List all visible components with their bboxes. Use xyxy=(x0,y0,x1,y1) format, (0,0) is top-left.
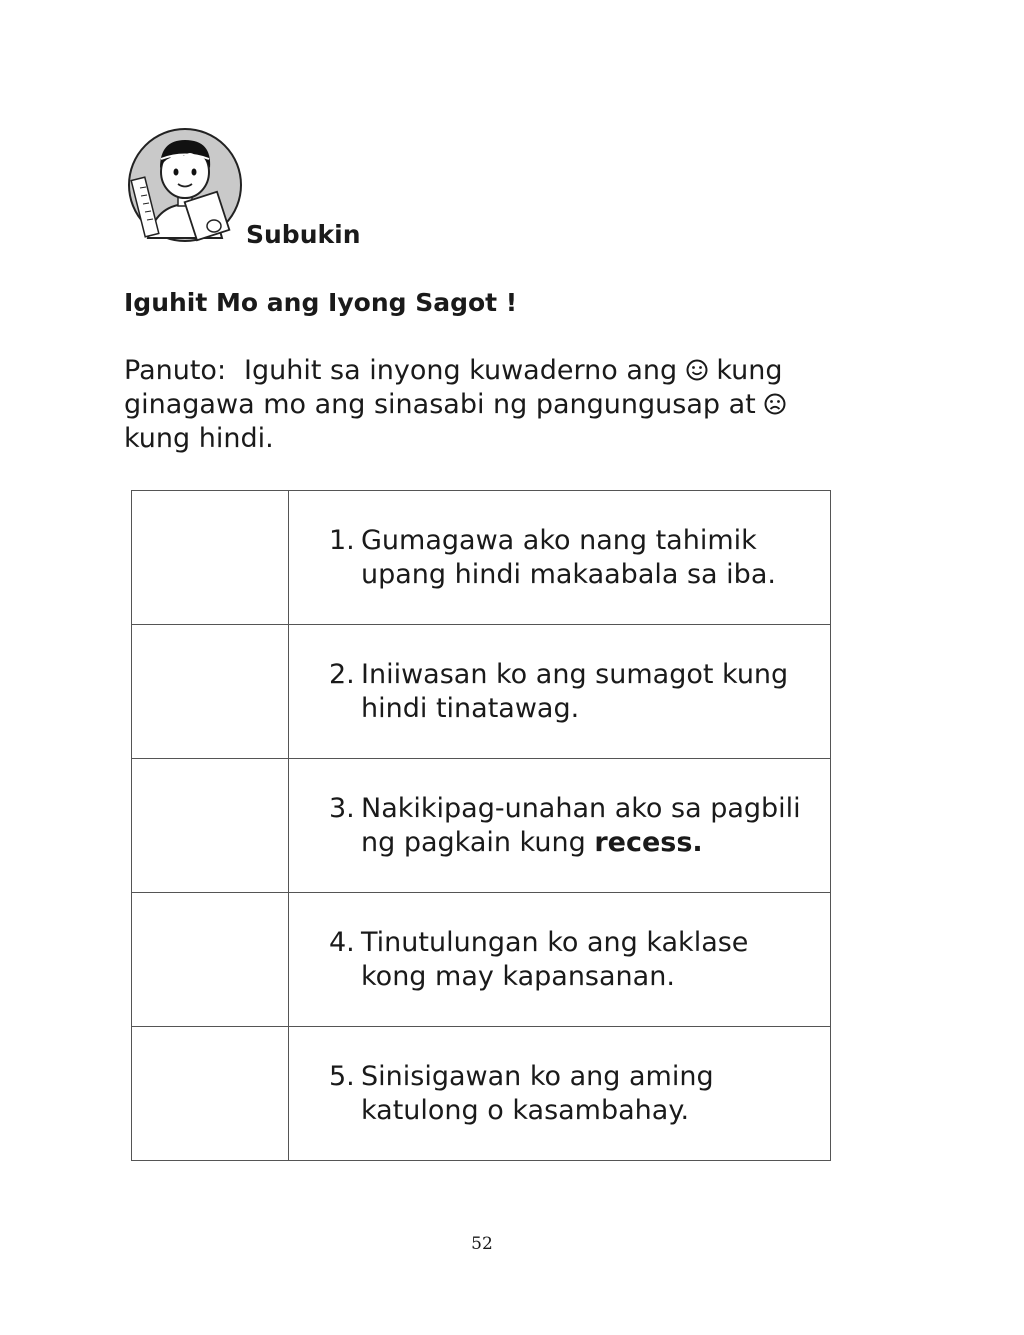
statement-cell xyxy=(289,1027,831,1161)
instruction-text-3: kung hindi. xyxy=(124,423,274,454)
statement-text: Nakikipag-unahan ako sa pagbili ng pagkain kung recess. xyxy=(361,792,801,858)
section-label: Subukin xyxy=(246,220,361,249)
statement-number: 1. xyxy=(329,524,355,556)
answer-cell[interactable] xyxy=(132,759,289,893)
instruction-label: Panuto: xyxy=(124,355,227,386)
statement-cell xyxy=(289,893,831,1027)
sad-face-icon xyxy=(764,393,786,415)
answer-table xyxy=(131,490,831,1161)
table-row xyxy=(132,893,831,1027)
answer-cell[interactable] xyxy=(132,1027,289,1161)
answer-cell[interactable] xyxy=(132,893,289,1027)
table-row xyxy=(132,625,831,759)
statement-cell xyxy=(289,625,831,759)
instruction-text-2: kung ginagawa mo ang sinasabi ng pangungusap at xyxy=(124,355,783,420)
page-number: 52 xyxy=(471,1234,493,1254)
table-row xyxy=(132,491,831,625)
statement-text: Iniiwasan ko ang sumagot kung hindi tinatawag. xyxy=(361,658,789,724)
statement-cell xyxy=(289,759,831,893)
answer-cell[interactable] xyxy=(132,491,289,625)
statement-number: 2. xyxy=(329,658,355,690)
statement-number: 4. xyxy=(329,926,355,958)
statement-number: 3. xyxy=(329,792,355,824)
activity-title: Iguhit Mo ang Iyong Sagot ! xyxy=(124,288,518,317)
statement-cell xyxy=(289,491,831,625)
statement-text: Tinutulungan ko ang kaklase kong may kapansanan. xyxy=(361,926,749,992)
smiley-face-icon xyxy=(686,359,708,381)
statement-text: Sinisigawan ko ang aming katulong o kasambahay. xyxy=(361,1060,714,1126)
statement-number: 5. xyxy=(329,1060,355,1092)
instruction-paragraph xyxy=(124,354,844,456)
table-row xyxy=(132,1027,831,1161)
answer-cell[interactable] xyxy=(132,625,289,759)
table-row xyxy=(132,759,831,893)
boy-with-ruler-and-paper-icon xyxy=(126,126,244,244)
statement-text: Gumagawa ako nang tahimik upang hindi makaabala sa iba. xyxy=(361,524,776,590)
instruction-text-1: Iguhit sa inyong kuwaderno ang xyxy=(244,355,678,386)
